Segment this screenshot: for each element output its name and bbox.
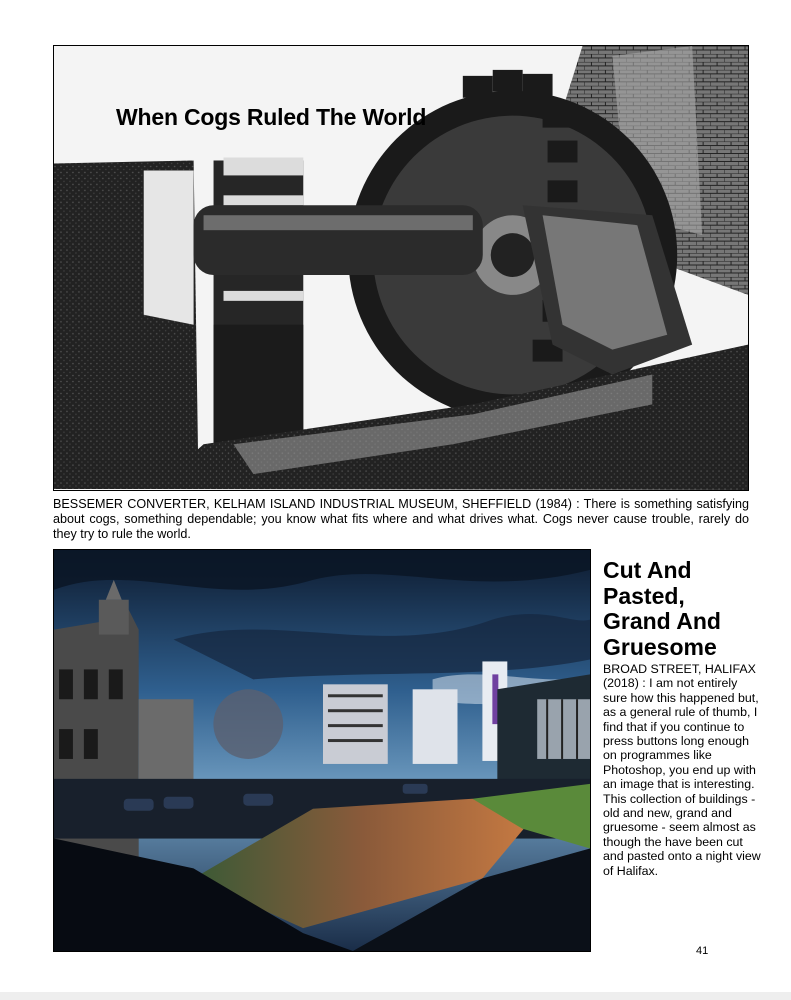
cogs-photo — [53, 45, 749, 491]
halifax-photo — [53, 549, 591, 952]
halifax-caption: BROAD STREET, HALIFAX (2018) : I am not entirely sure how this happened but, as a general rule of thumb, I find that if you continue to press buttons long enough on programmes like Photoshop, you end up with an image that is interesting. This collection of buildings - old and new, grand and gruesome - seem almost as though the have been cut and pasted onto a night view of Halifax. — [603, 662, 761, 878]
page-number: 41 — [696, 945, 709, 957]
article-title-halifax: Cut And Pasted, Grand And Gruesome — [603, 557, 721, 660]
article-title-cogs: When Cogs Ruled The World — [116, 104, 427, 130]
page-bottom-divider — [0, 992, 791, 1000]
cogs-caption: BESSEMER CONVERTER, KELHAM ISLAND INDUSTRIAL MUSEUM, SHEFFIELD (1984) : There is something satisfying about cogs, something dependable; you know what fits where and what drives what. Cogs never cause trouble, rarely do they try to rule the world. — [53, 497, 749, 541]
halifax-photo-illustration — [54, 550, 590, 951]
